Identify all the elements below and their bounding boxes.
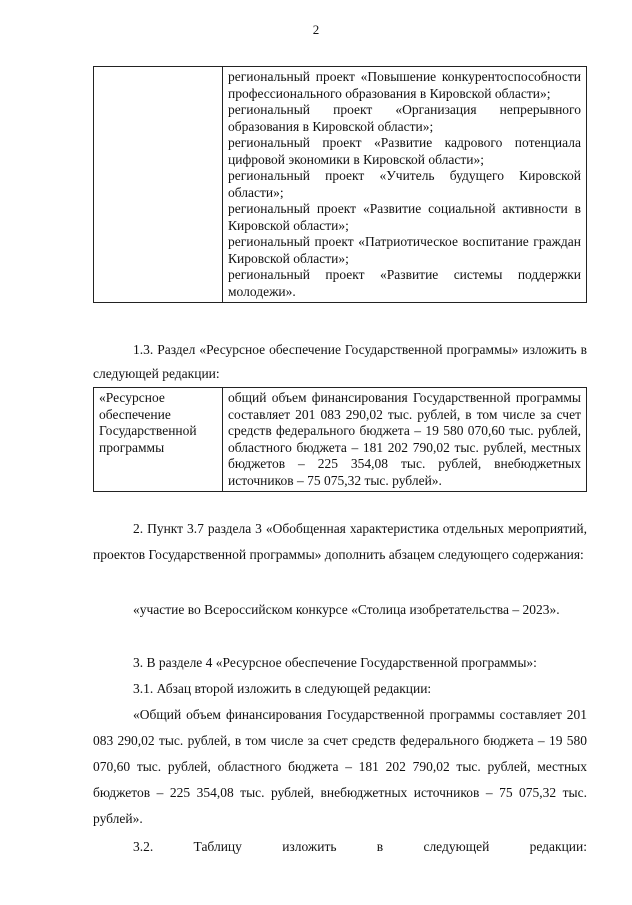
paragraph-3-2	[93, 834, 587, 860]
paragraph-text: «участие во Всероссийском конкурсе «Столица изобретательства – 2023».	[133, 602, 560, 617]
project-line: региональный проект «Организация непрерывного образования в Кировской области»;	[228, 102, 581, 134]
paragraph-quote-2	[93, 702, 587, 832]
project-line: региональный проект «Развитие системы поддержки молодежи».	[228, 267, 581, 299]
project-line: региональный проект «Патриотическое воспитание граждан Кировской области»;	[228, 234, 581, 266]
paragraph-text: 1.3. Раздел «Ресурсное обеспечение Государственной программы» изложить в следующей редакции:	[93, 342, 587, 381]
paragraph-3-1	[93, 676, 587, 702]
paragraph-3	[93, 650, 587, 676]
project-line: региональный проект «Развитие кадрового потенциала цифровой экономики в Кировской области»;	[228, 135, 581, 167]
paragraph-2	[93, 516, 587, 568]
project-line: региональный проект «Учитель будущего Кировской области»;	[228, 168, 581, 200]
table-row	[94, 67, 587, 303]
projects-table	[93, 66, 587, 303]
paragraph-1-3	[93, 338, 587, 386]
paragraph-text: 3.1. Абзац второй изложить в следующей редакции:	[133, 681, 432, 696]
paragraph-text: «Общий объем финансирования Государственной программы составляет 201 083 290,02 тыс. рублей, в том числе за счет средств федерального бюджета – 19 580 070,60 тыс. рублей, областного бюджета – 181 202 790,02 тыс. рублей, местных бюджетов – 225 354,08 тыс. рублей, внебюджетных источников – 75 075,32 тыс. рублей».	[93, 707, 587, 826]
table-row	[94, 388, 587, 492]
project-line: региональный проект «Повышение конкурентоспособности профессионального образования в Кировской области»;	[228, 69, 581, 101]
table-cell-left	[94, 67, 223, 303]
page-number: 2	[312, 22, 320, 37]
table-cell-projects	[223, 67, 587, 303]
paragraph-quote	[93, 597, 587, 623]
table-cell-label: «Ресурсное обеспечение Государственной программы	[94, 388, 223, 492]
resource-table	[93, 387, 587, 492]
paragraph-text: 2. Пункт 3.7 раздела 3 «Обобщенная характеристика отдельных мероприятий, проектов Государственной программы» дополнить абзацем следующего содержания:	[93, 521, 587, 562]
project-line: региональный проект «Развитие социальной активности в Кировской области»;	[228, 201, 581, 233]
table-cell-value: общий объем финансирования Государственной программы составляет 201 083 290,02 тыс. рублей, в том числе за счет средств федерального бюджета – 19 580 070,60 тыс. рублей, областного бюджета – 181 202 790,02 тыс. рублей, местных бюджетов – 225 354,08 тыс. рублей, внебюджетных источников – 75 075,32 тыс. рублей».	[223, 388, 587, 492]
paragraph-text: 3.2. Таблицу изложить в следующей редакции:	[133, 839, 587, 854]
paragraph-text: 3. В разделе 4 «Ресурсное обеспечение Государственной программы»:	[133, 655, 537, 670]
